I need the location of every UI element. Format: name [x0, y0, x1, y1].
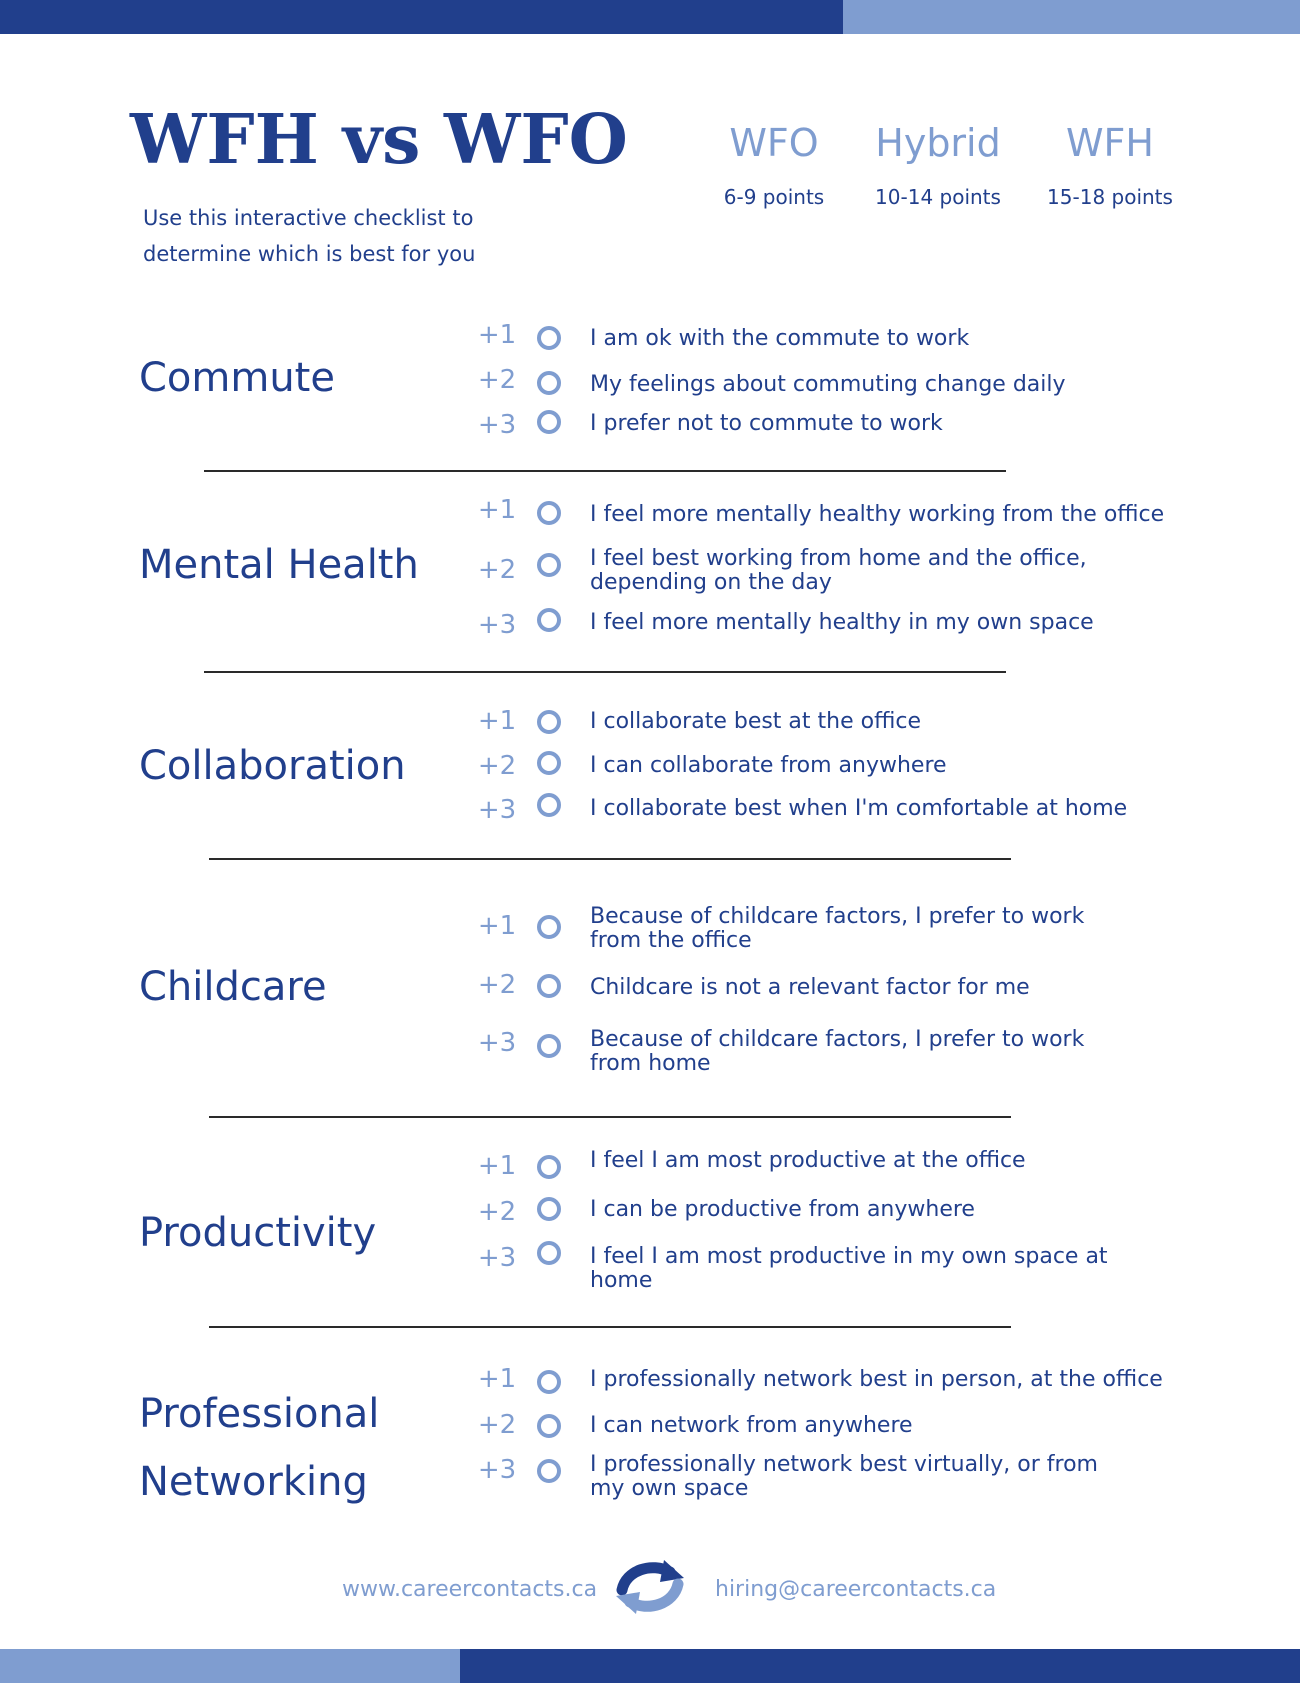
- option-text: My feelings about commuting change daily: [590, 372, 1066, 397]
- subtitle-line-2: determine which is best for you: [143, 242, 476, 266]
- category-label: Productivity: [139, 1210, 377, 1256]
- tier-range: 10-14 points: [875, 185, 1001, 209]
- option-text: I feel more mentally healthy in my own space: [590, 610, 1094, 635]
- radio-button[interactable]: [537, 1459, 561, 1483]
- radio-button[interactable]: [537, 371, 561, 395]
- points-label: +1: [477, 1364, 517, 1394]
- points-label: +2: [477, 555, 517, 585]
- tier-wfh: [1040, 116, 1180, 212]
- points-label: +3: [477, 610, 517, 640]
- section-divider: [209, 1326, 1011, 1328]
- points-label: +1: [477, 706, 517, 736]
- option-text: I professionally network best virtually, or from my own space: [590, 1452, 1098, 1501]
- top-accent-bar-light: [843, 0, 1300, 34]
- radio-button[interactable]: [537, 326, 561, 350]
- refresh-arrows-icon: [612, 1556, 688, 1616]
- email-link[interactable]: hiring@careercontacts.ca: [715, 1577, 997, 1602]
- option-text: Because of childcare factors, I prefer to work from home: [590, 1027, 1085, 1076]
- page-title: WFH vs WFO: [130, 100, 628, 180]
- section-divider: [209, 1116, 1011, 1118]
- radio-button[interactable]: [537, 410, 561, 434]
- tier-name: Hybrid: [875, 121, 1001, 165]
- option-text: I feel more mentally healthy working from the office: [590, 502, 1165, 527]
- category-label: Mental Health: [139, 542, 419, 588]
- radio-button[interactable]: [537, 1155, 561, 1179]
- radio-button[interactable]: [537, 1241, 561, 1265]
- subtitle-line-1: Use this interactive checklist to: [143, 206, 474, 230]
- option-text: I feel best working from home and the office, depending on the day: [590, 546, 1087, 595]
- option-text: I can be productive from anywhere: [590, 1197, 975, 1222]
- radio-button[interactable]: [537, 501, 561, 525]
- points-label: +1: [477, 495, 517, 525]
- points-label: +3: [477, 1243, 517, 1273]
- option-text: I feel I am most productive at the office: [590, 1148, 1026, 1173]
- tier-hybrid: [868, 116, 1008, 212]
- points-label: +3: [477, 1455, 517, 1485]
- radio-button[interactable]: [537, 915, 561, 939]
- radio-button[interactable]: [537, 1370, 561, 1394]
- radio-button[interactable]: [537, 751, 561, 775]
- radio-button[interactable]: [537, 793, 561, 817]
- section-divider: [204, 671, 1006, 673]
- points-label: +2: [477, 1410, 517, 1440]
- points-label: +3: [477, 410, 517, 440]
- category-label: Professional: [139, 1391, 380, 1437]
- top-accent-bar-dark: [0, 0, 843, 34]
- points-label: +3: [477, 1028, 517, 1058]
- option-text: I am ok with the commute to work: [590, 326, 970, 351]
- option-text: I can network from anywhere: [590, 1413, 913, 1438]
- points-label: +1: [477, 1151, 517, 1181]
- option-text: I collaborate best when I'm comfortable at home: [590, 796, 1128, 821]
- option-text: I professionally network best in person, at the office: [590, 1367, 1163, 1392]
- tier-range: 15-18 points: [1047, 185, 1173, 209]
- tier-range: 6-9 points: [723, 185, 825, 209]
- option-text: I collaborate best at the office: [590, 709, 921, 734]
- points-label: +1: [477, 911, 517, 941]
- category-label: Collaboration: [139, 743, 406, 789]
- page-subtitle: [143, 200, 503, 272]
- points-label: +2: [477, 751, 517, 781]
- tier-name: WFH: [1065, 121, 1154, 165]
- tier-wfo: [714, 116, 834, 212]
- radio-button[interactable]: [537, 974, 561, 998]
- radio-button[interactable]: [537, 1197, 561, 1221]
- section-divider: [209, 858, 1011, 860]
- points-label: +2: [477, 365, 517, 395]
- option-text: I feel I am most productive in my own space at home: [590, 1244, 1108, 1293]
- option-text: Because of childcare factors, I prefer to work from the office: [590, 904, 1085, 953]
- radio-button[interactable]: [537, 710, 561, 734]
- points-label: +2: [477, 970, 517, 1000]
- tier-name: WFO: [729, 121, 819, 165]
- radio-button[interactable]: [537, 608, 561, 632]
- option-text: Childcare is not a relevant factor for me: [590, 975, 1030, 1000]
- radio-button[interactable]: [537, 1034, 561, 1058]
- points-label: +1: [477, 320, 517, 350]
- bottom-accent-bar-dark: [460, 1649, 1300, 1683]
- points-label: +3: [477, 795, 517, 825]
- points-label: +2: [477, 1197, 517, 1227]
- radio-button[interactable]: [537, 1414, 561, 1438]
- category-label: Childcare: [139, 964, 327, 1010]
- radio-button[interactable]: [537, 553, 561, 577]
- bottom-accent-bar-light: [0, 1649, 460, 1683]
- option-text: I prefer not to commute to work: [590, 411, 943, 436]
- category-label: Networking: [139, 1459, 368, 1505]
- category-label: Commute: [139, 355, 335, 401]
- section-divider: [204, 470, 1006, 472]
- option-text: I can collaborate from anywhere: [590, 753, 947, 778]
- website-link[interactable]: www.careercontacts.ca: [342, 1577, 598, 1602]
